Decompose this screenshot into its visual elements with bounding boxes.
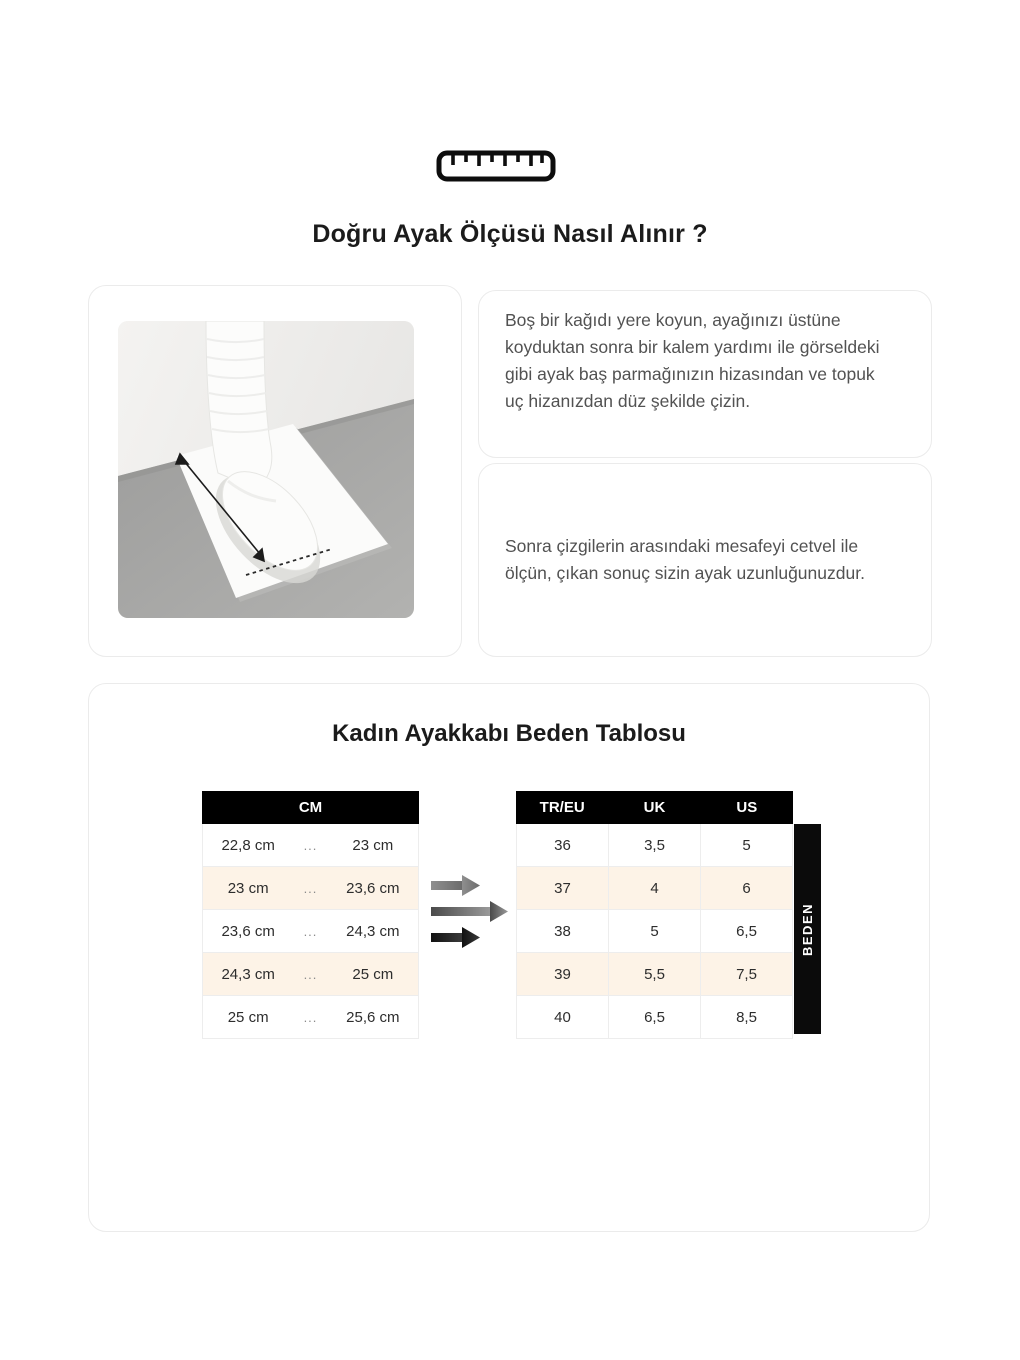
size-uk: 5,5 — [608, 953, 700, 995]
size-table-header: US — [736, 799, 758, 816]
table-row — [203, 866, 418, 909]
cm-to: 25 cm — [352, 965, 394, 983]
size-tr-eu: 36 — [554, 836, 571, 854]
cm-table-header: CM — [202, 791, 419, 824]
instruction-step1-card — [478, 290, 932, 458]
instruction-step1-text: Boş bir kağıdı yere koyun, ayağınızı üstüne koyduktan sonra bir kalem yardımı ile görseldeki gibi ayak baş parmağınızın hizasından ve topuk uç hizanızdan düz şekilde çizin. — [505, 310, 880, 411]
cm-from: 22,8 cm — [221, 836, 275, 854]
size-chart-title: Kadın Ayakkabı Beden Tablosu — [332, 720, 686, 747]
cm-from: 24,3 cm — [221, 965, 275, 983]
beden-side-bar — [794, 824, 821, 1034]
size-chart-card — [88, 683, 930, 1232]
cm-from: 23,6 cm — [221, 922, 275, 940]
size-us: 8,5 — [700, 996, 792, 1038]
size-tr-eu: 38 — [554, 922, 571, 940]
range-dots: ... — [303, 837, 318, 853]
size-tr-eu: 37 — [554, 879, 571, 897]
table-row — [517, 824, 792, 866]
cm-to: 23 cm — [352, 836, 394, 854]
range-dots: ... — [303, 880, 318, 896]
cm-to: 23,6 cm — [346, 879, 400, 897]
size-table-header-row — [516, 791, 793, 824]
size-uk: 3,5 — [608, 824, 700, 866]
table-row — [203, 909, 418, 952]
size-table-header: UK — [643, 799, 666, 816]
range-dots: ... — [303, 966, 318, 982]
instruction-step2-text: Sonra çizgilerin arasındaki mesafeyi cetvel ile ölçün, çıkan sonuç sizin ayak uzunluğunuzdur. — [505, 536, 865, 583]
size-tr-eu: 40 — [554, 1008, 571, 1026]
range-dots: ... — [303, 1009, 318, 1025]
table-row — [517, 952, 792, 995]
size-us: 6,5 — [700, 910, 792, 952]
cm-from: 25 cm — [227, 1008, 269, 1026]
arrows-right-icon — [429, 872, 514, 952]
size-us: 7,5 — [700, 953, 792, 995]
cm-to: 25,6 cm — [346, 1008, 400, 1026]
table-row — [517, 995, 792, 1038]
size-table — [516, 791, 793, 1039]
cm-from: 23 cm — [227, 879, 269, 897]
cm-to: 24,3 cm — [346, 922, 400, 940]
measurement-photo-card — [88, 285, 462, 657]
size-us: 6 — [700, 867, 792, 909]
size-uk: 4 — [608, 867, 700, 909]
size-uk: 5 — [608, 910, 700, 952]
size-uk: 6,5 — [608, 996, 700, 1038]
table-row — [203, 824, 418, 866]
foot-measurement-photo — [118, 321, 414, 618]
instruction-step2-card — [478, 463, 932, 657]
table-row — [517, 909, 792, 952]
range-dots: ... — [303, 923, 318, 939]
size-table-header: TR/EU — [539, 799, 585, 816]
table-row — [203, 995, 418, 1038]
ruler-icon — [436, 149, 556, 183]
table-row — [203, 952, 418, 995]
cm-table — [202, 791, 419, 1039]
table-row — [517, 866, 792, 909]
size-us: 5 — [700, 824, 792, 866]
beden-label: BEDEN — [800, 902, 816, 956]
page-title: Doğru Ayak Ölçüsü Nasıl Alınır ? — [312, 220, 708, 248]
size-tr-eu: 39 — [554, 965, 571, 983]
